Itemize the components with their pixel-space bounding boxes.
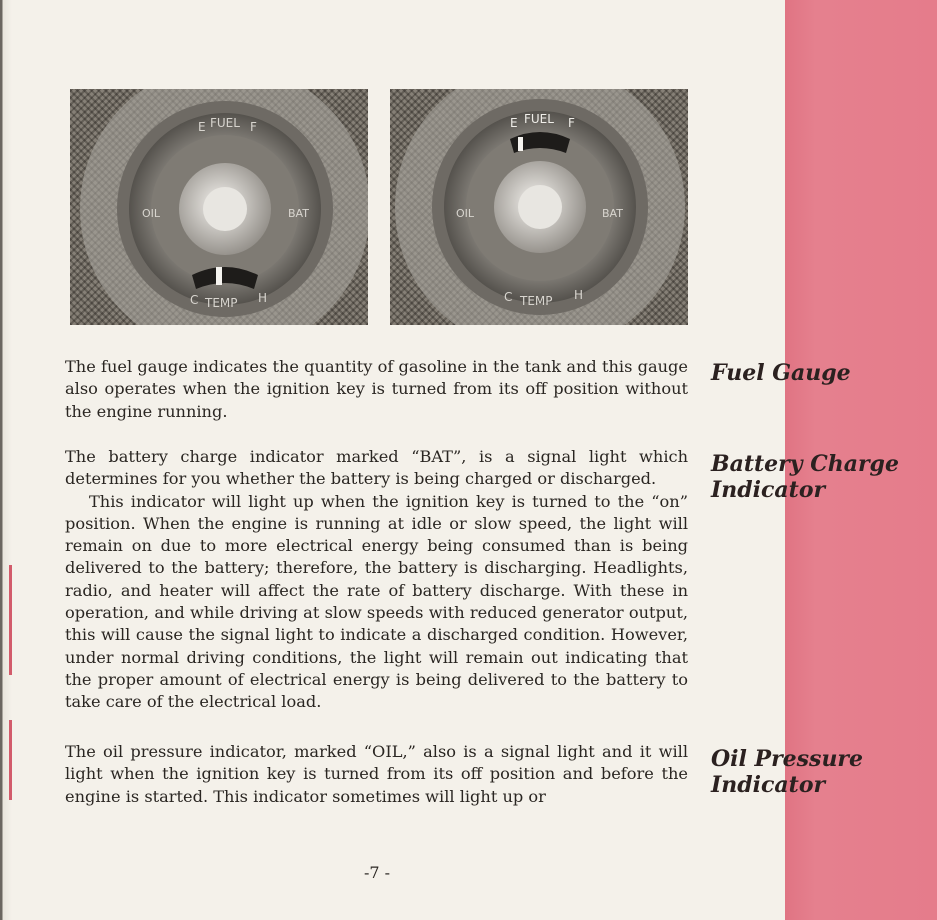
- gauge-photo-fuel: [390, 89, 688, 325]
- battery-heading-line-2: Indicator: [711, 477, 826, 503]
- battery-charge-heading: [711, 451, 899, 503]
- oil-heading-line-1: Oil Pressure: [711, 746, 864, 772]
- fuel-gauge-heading: [711, 360, 851, 386]
- fuel-gauge-heading-text: Fuel Gauge: [711, 360, 851, 386]
- gauge-label-c: C: [504, 290, 513, 304]
- fuel-gauge-paragraph: The fuel gauge indicates the quantity of gasoline in the tank and this gauge also operates when the ignition key is turned from its off position without the engine running.: [65, 357, 688, 421]
- battery-indicator-section: [65, 446, 688, 714]
- gauge-label-f: F: [568, 116, 575, 130]
- gauge-label-bat: BAT: [602, 207, 623, 220]
- gauge-label-e: E: [198, 120, 206, 134]
- oil-pressure-heading: [711, 746, 863, 798]
- battery-paragraph-1: The battery charge indicator marked “BAT”, is a signal light which determines for you whether the battery is being charged or discharged.: [65, 447, 688, 489]
- gauge-label-e: E: [510, 116, 518, 130]
- gauge-label-bat: BAT: [288, 207, 309, 220]
- gauge-label-temp: TEMP: [520, 294, 553, 308]
- red-margin-mark: [9, 565, 12, 675]
- oil-pressure-paragraph: The oil pressure indicator, marked “OIL,” also is a signal light and it will light when the ignition key is turned from its off position and before the engine is started. This indicator sometimes will light up or: [65, 742, 688, 806]
- gauge-label-h: H: [258, 291, 268, 305]
- battery-heading-line-1: Battery Charge: [711, 451, 899, 477]
- battery-paragraph-2: This indicator will light up when the ignition key is turned to the “on” position. When the engine is running at idle or slow speed, the light will remain on due to more electrical energy being consumed than is being delivered to the battery; therefore, the battery is discharging. Headlights, radio, and heater will affect the rate of battery discharge. With these in operation, and while driving at slow speeds with reduced generator output, this will cause the signal light to indicate a discharged condition. However, under normal driving conditions, the light will remain out indicating that the proper amount of electrical energy is being delivered to the battery to take care of the electrical load.: [65, 491, 688, 712]
- page-number: -7 -: [364, 863, 391, 882]
- gauge-label-temp: TEMP: [205, 296, 238, 310]
- gauge-label-f: F: [250, 120, 257, 134]
- oil-heading-line-2: Indicator: [711, 772, 826, 798]
- gauge-label-fuel: FUEL: [210, 116, 240, 130]
- red-margin-mark: [9, 720, 12, 800]
- gauge-label-oil: OIL: [456, 207, 475, 220]
- gauge-photo-temp: [70, 89, 368, 325]
- gauge-label-fuel: FUEL: [524, 112, 554, 126]
- gauge-label-oil: OIL: [142, 207, 161, 220]
- gauge-label-c: C: [190, 293, 199, 307]
- gauge-label-h: H: [574, 288, 584, 302]
